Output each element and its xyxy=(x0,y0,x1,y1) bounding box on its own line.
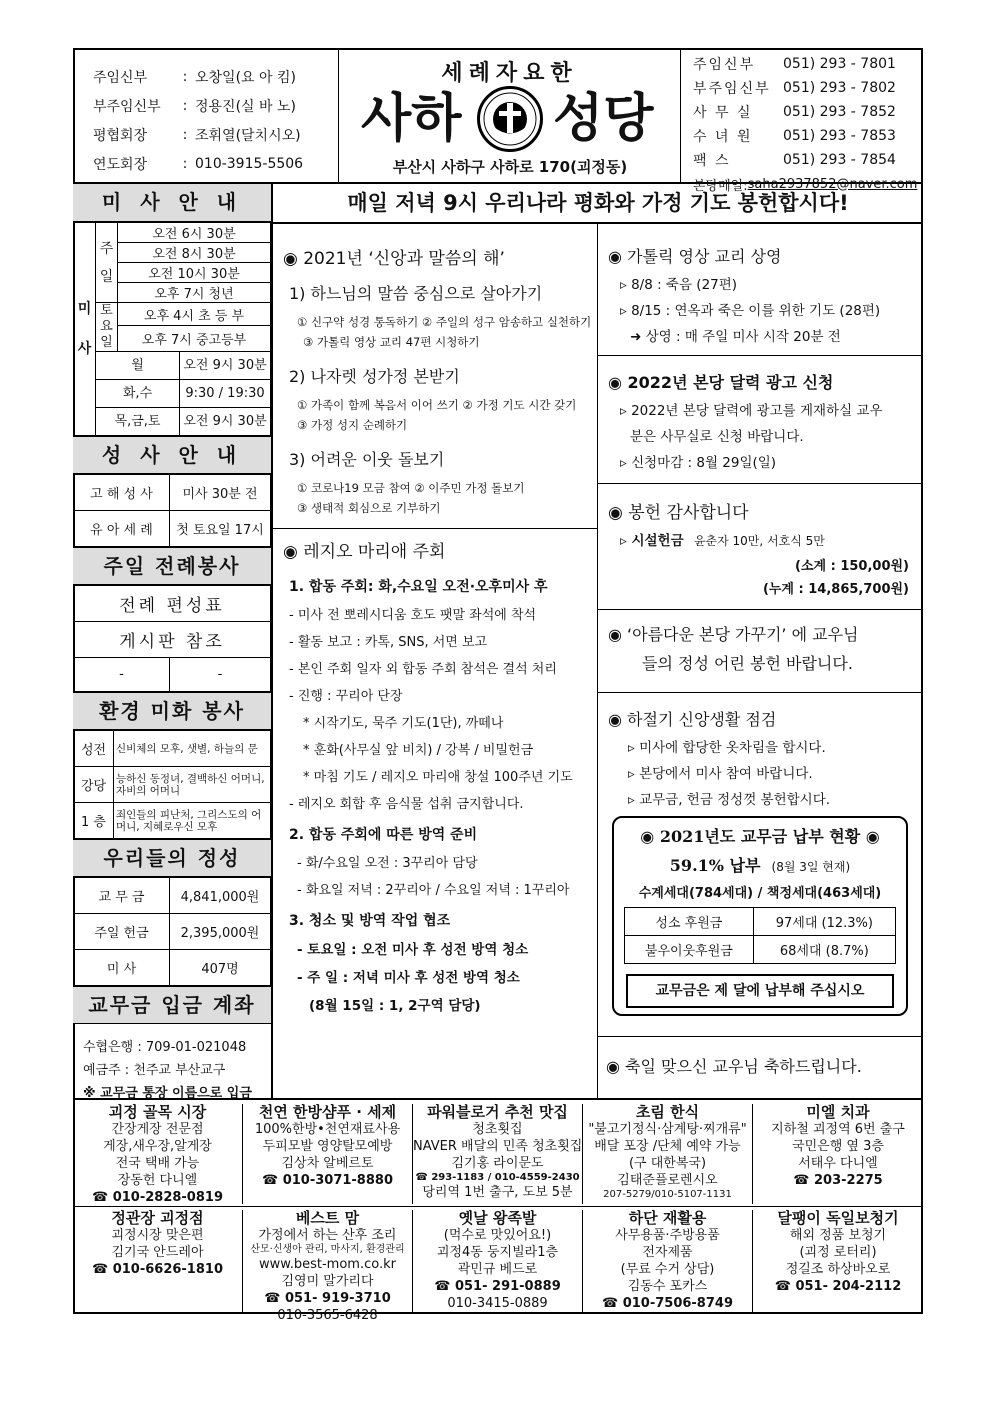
theme-section-3: 3) 어려운 이웃 돌보기 xyxy=(289,450,445,469)
ad-title: 하단 재활용 xyxy=(628,1209,707,1227)
env-title: 환경 미화 봉사 xyxy=(73,692,271,730)
account-note: ※ 교무금 통장 이름으로 입금 xyxy=(83,1086,252,1101)
legio-title: ◉ 레지오 마리애 주회 xyxy=(283,542,446,562)
ad-title: 초림 한식 xyxy=(635,1103,700,1121)
beauty-line-1: ◉ ‘아름다운 본당 가꾸기’ 에 교우님 xyxy=(608,625,859,644)
staff-name: 오창일(요 아 킴) xyxy=(195,69,296,86)
weekday-thu-sat: 목,금,토 오전 9시 30분 xyxy=(96,408,271,436)
sat-mass-2: 오후 7시 중고등부 xyxy=(118,326,271,352)
church-emblem xyxy=(477,86,543,152)
legio-2-item: - 화/수요일 오전 : 3꾸리아 담당 xyxy=(297,856,478,871)
ad-box xyxy=(73,1104,243,1204)
theme-3-item-2: ③ 생태적 회심으로 기부하기 xyxy=(297,501,441,515)
env-table xyxy=(73,730,271,839)
staff-role: 부주임신부 xyxy=(93,98,161,115)
ad-line: ☎ 051- 291-0889 xyxy=(434,1279,561,1294)
header-contacts xyxy=(681,48,921,194)
ad-line: 김상차 알베르토 xyxy=(281,1156,374,1171)
church-patron: 세례자요한 xyxy=(441,61,578,86)
ad-line: 간장게장 전문점 xyxy=(111,1122,204,1137)
offering-val-1: 4,841,000원 xyxy=(170,878,271,914)
liturgy-title: 주일 전례봉사 xyxy=(73,547,271,585)
ad-line: 김태준플로렌시오 xyxy=(617,1173,718,1188)
thanks-subtotal: (소계 : 150,00원) xyxy=(795,559,909,574)
account-holder: 예금주 : 천주교 부산교구 xyxy=(83,1063,226,1078)
legio-section-1: 1. 합동 주회: 화,수요일 오전·오후미사 후 xyxy=(289,579,548,595)
sun-mass-4: 오후 7시 청년 xyxy=(118,283,271,303)
liturgy-row-1: 전례 편성표 xyxy=(74,586,271,622)
thanks-detail: 윤춘자 10만, 서호식 5만 xyxy=(693,534,825,548)
sacrament-val-2: 첫 토요일 17시 xyxy=(170,511,271,547)
ad-line: 가정에서 하는 산후 조리 xyxy=(258,1228,397,1243)
vocation-val: 97세대 (12.3%) xyxy=(753,908,895,936)
legio-1-item: - 미사 전 뽀레시디움 호도 팻말 좌석에 착석 xyxy=(289,608,537,623)
contact-row xyxy=(693,52,921,76)
ad-line: "불고기정식·삼계탕·찌개류" xyxy=(588,1122,747,1137)
header xyxy=(73,48,923,194)
ad-line: ☎ 010-6626-1810 xyxy=(91,1262,223,1277)
ad-line: ☎ 010-3071-8880 xyxy=(261,1173,393,1188)
ad-line: 010-3415-0889 xyxy=(447,1296,548,1311)
staff-row xyxy=(93,120,338,149)
legio-3-item: - 토요일 : 오전 미사 후 성전 방역 청소 xyxy=(297,942,529,958)
contact-phone: 051) 293 - 7852 xyxy=(783,104,896,120)
weekday-tue-wed: 화,수 9:30 / 19:30 xyxy=(96,380,271,408)
ad-line: 김동수 포카스 xyxy=(627,1279,708,1294)
contact-row xyxy=(693,76,921,100)
theme-1-item-2: ③ 가톨릭 영상 교리 47편 시청하기 xyxy=(303,335,480,349)
legio-1-item: * 마침 기도 / 레지오 마리애 창설 100주년 기도 xyxy=(303,770,573,785)
tithe-date: (8월 3일 현재) xyxy=(771,860,851,874)
liturgy-dash-2: - xyxy=(170,658,271,692)
header-staff xyxy=(73,48,339,182)
legio-section-2: 2. 합동 주회에 따른 방역 준비 xyxy=(289,827,478,843)
calendar-item-2: 분은 사무실로 신청 바랍니다. xyxy=(630,429,804,445)
ad-box xyxy=(73,1210,243,1314)
contact-phone: 051) 293 - 7801 xyxy=(783,56,896,72)
ad-line: 전자제품 xyxy=(642,1245,693,1260)
theme-1-item-1: ① 신구약 성경 통독하기 ② 주일의 성구 암송하고 실천하기 xyxy=(297,315,592,329)
contact-phone: 051) 293 - 7802 xyxy=(783,80,896,96)
ad-title: 파워블로거 추천 맛집 xyxy=(427,1103,568,1121)
theme-section-2: 2) 나자렛 성가정 본받기 xyxy=(289,367,460,386)
legio-1-item: * 훈화(사무실 앞 비치) / 강복 / 비밀헌금 xyxy=(303,743,534,758)
legio-1-item: - 활동 보고 : 카톡, SNS, 서면 보고 xyxy=(289,635,488,650)
summer-item-2: ▹ 본당에서 미사 참여 바랍니다. xyxy=(628,766,813,782)
account-title: 교무금 입금 계좌 xyxy=(73,986,271,1024)
staff-role: 연도회장 xyxy=(93,156,148,173)
video-item-2: ▹ 8/15 : 연옥과 죽은 이를 위한 기도 (28편) xyxy=(620,303,881,319)
ad-line: 배달 포장 /단체 예약 가능 xyxy=(594,1139,741,1154)
contact-label: 사 무 실 xyxy=(693,105,753,121)
contact-row xyxy=(693,124,921,148)
ad-title: 미엘 치과 xyxy=(806,1103,870,1121)
sacrament-key-1: 고 해 성 사 xyxy=(74,475,170,511)
staff-name: 조휘열(달치시오) xyxy=(195,127,301,144)
ad-box xyxy=(413,1210,583,1314)
feast-line: ◉ 축일 맞으신 교우님 축하드립니다. xyxy=(606,1057,862,1076)
thanks-row xyxy=(620,529,917,549)
ad-line: ☎ 010-7506-8749 xyxy=(601,1296,733,1311)
sunday-label: 주일 xyxy=(96,223,118,303)
ad-box xyxy=(753,1104,923,1204)
tithe-table xyxy=(624,907,896,964)
ad-line: 당리역 1번 출구, 도보 5분 xyxy=(422,1185,573,1200)
account-bank: 수협은행 : 709-01-021048 xyxy=(83,1040,247,1055)
ad-line: 사무용품·주방용품 xyxy=(615,1228,720,1243)
tithe-pct: 59.1% 납부 xyxy=(669,856,761,875)
staff-colon: : xyxy=(182,68,188,85)
theme-section-3-items xyxy=(297,478,591,518)
ad-line: NAVER 배달의 민족 청초횟집 xyxy=(413,1139,583,1154)
ad-line: ☎ 203-2275 xyxy=(793,1173,883,1188)
sun-mass-1: 오전 6시 30분 xyxy=(118,223,271,243)
calendar-title: ◉ 2022년 본당 달력 광고 신청 xyxy=(608,373,834,392)
ad-line: (무료 수거 상담) xyxy=(620,1262,715,1277)
ad-line: 두피모발 영양탈모예방 xyxy=(262,1139,393,1154)
ad-line: 해외 정품 보청기 xyxy=(789,1228,887,1243)
legio-1-item: - 본인 주회 일자 외 합동 주회 참석은 결석 처리 xyxy=(289,662,557,677)
tithe-counts: 수계세대(784세대) / 책정세대(463세대) xyxy=(638,886,882,901)
staff-role: 평협회장 xyxy=(93,127,148,144)
contact-phone: 051) 293 - 7853 xyxy=(783,128,896,144)
header-title-block xyxy=(339,48,681,182)
contact-row xyxy=(693,148,921,172)
ad-line: (먹수로 맛있어요!) xyxy=(443,1228,552,1243)
church-name-right: 성당 xyxy=(553,89,654,149)
sacrament-val-1: 미사 30분 전 xyxy=(170,475,271,511)
legio-1-item: * 시작기도, 묵주 기도(1단), 까떼나 xyxy=(303,716,504,731)
ad-title: 천연 한방샴푸 · 세제 xyxy=(258,1103,397,1121)
ad-line: (괴정 로터리) xyxy=(799,1245,877,1260)
ad-line: 괴정4동 둥지빌라1층 xyxy=(436,1245,559,1260)
thanks-total: (누계 : 14,865,700원) xyxy=(762,582,909,597)
ad-box xyxy=(243,1104,413,1204)
ad-line: 청초횟집 xyxy=(472,1122,523,1137)
ads-area xyxy=(73,1098,923,1323)
ad-line: 전국 택배 가능 xyxy=(115,1156,200,1171)
staff-colon: : xyxy=(182,155,188,172)
ad-line: (구 대한복국) xyxy=(628,1156,707,1171)
ad-title: 정관장 괴정점 xyxy=(111,1209,204,1227)
env-key-3: 1 층 xyxy=(74,803,114,839)
tithe-pct-row xyxy=(622,853,898,876)
offering-key-1: 교 무 금 xyxy=(74,878,170,914)
contact-label: 부주임신부 xyxy=(693,81,771,97)
env-val-3: 죄인들의 피난처, 그리스도의 어머니, 지혜로우신 모후 xyxy=(114,803,271,839)
sun-mass-2: 오전 8시 30분 xyxy=(118,243,271,263)
calendar-item-1: ▹ 2022년 본당 달력에 광고를 게재하실 교우 xyxy=(620,403,883,419)
ad-line: ☎ 293-1183 / 010-4559-2430 xyxy=(415,1172,580,1183)
ad-line: ☎ 051- 919-3710 xyxy=(264,1291,391,1306)
sun-mass-3: 오전 10시 30분 xyxy=(118,263,271,283)
cross-emblem-icon xyxy=(480,89,540,149)
ad-line: 207-5279/010-5107-1131 xyxy=(603,1189,732,1200)
offering-key-2: 주일 헌금 xyxy=(74,914,170,950)
contact-label: 주임신부 xyxy=(693,57,756,73)
liturgy-dash-1: - xyxy=(74,658,170,692)
weekday-mon: 월 오전 9시 30분 xyxy=(96,352,271,380)
legio-2-item: - 화요일 저녁 : 2꾸리아 / 수요일 저녁 : 1꾸리아 xyxy=(297,883,570,898)
ad-line: 곽민규 베드로 xyxy=(457,1262,538,1277)
ad-title: 베스트 맘 xyxy=(295,1209,360,1227)
video-title: ◉ 가톨릭 영상 교리 상영 xyxy=(608,247,782,266)
ad-line: 산모·신생아 관리, 마사지, 환경관리 xyxy=(250,1244,405,1255)
ad-line: 100%한방•천연재료사용 xyxy=(254,1122,401,1137)
ad-line: ☎ 051- 204-2112 xyxy=(774,1279,902,1294)
saturday-label: 토요일 xyxy=(96,303,118,352)
prayer-banner: 매일 저녁 9시 우리나라 평화와 가정 기도 봉헌합시다! xyxy=(273,184,923,224)
ad-line: www.best-mom.co.kr xyxy=(259,1257,396,1272)
ad-line: 정길조 하상바오로 xyxy=(785,1262,891,1277)
ad-line: 김기홍 라이문도 xyxy=(451,1156,544,1171)
staff-row xyxy=(93,62,338,91)
legio-1-item: - 레지오 회합 후 음식물 섭취 금지합니다. xyxy=(289,797,524,812)
ad-line: 김영미 말가리다 xyxy=(281,1274,374,1289)
staff-row xyxy=(93,149,338,178)
contact-row xyxy=(693,100,921,124)
video-item-3: ➜ 상영 : 매 주일 미사 시작 20분 전 xyxy=(630,329,841,345)
contact-label: 팩 스 xyxy=(693,153,731,169)
summer-item-1: ▹ 미사에 합당한 옷차림을 합시다. xyxy=(628,740,826,756)
email-link[interactable]: saha2937852@naver.com xyxy=(747,176,918,192)
theme-2-item-1: ① 가족이 함께 복음서 이어 쓰기 ② 가정 기도 시간 갖기 xyxy=(297,398,577,412)
sidebar xyxy=(73,184,273,1101)
ad-box xyxy=(583,1104,753,1204)
contact-label: 수 녀 원 xyxy=(693,129,753,145)
ad-line: 지하철 괴정역 6번 출구 xyxy=(771,1122,905,1137)
video-item-1: ▹ 8/8 : 죽음 (27편) xyxy=(620,277,738,293)
tithe-box-title: ◉ 2021년도 교무금 납부 현황 ◉ xyxy=(640,827,880,846)
ad-line: 서태우 다니엘 xyxy=(798,1156,878,1171)
ad-line: 괴정시장 맞은편 xyxy=(111,1228,204,1243)
tithe-note: 교무금은 제 달에 납부해 주십시오 xyxy=(626,974,894,1008)
mass-title: 미 사 안 내 xyxy=(73,184,271,222)
year-theme-title: ◉ 2021년 ‘신앙과 말씀의 해’ xyxy=(283,249,505,269)
staff-role: 주임신부 xyxy=(93,69,148,86)
env-val-1: 신비체의 모후, 샛별, 하늘의 문 xyxy=(114,731,271,767)
sat-mass-1: 오후 4시 초 등 부 xyxy=(118,303,271,326)
calendar-item-3: ▹ 신청마감 : 8월 29일(일) xyxy=(620,455,777,471)
summer-item-3: ▹ 교무금, 헌금 정성껏 봉헌합시다. xyxy=(628,792,831,808)
sacrament-title: 성 사 안 내 xyxy=(73,436,271,474)
theme-section-1: 1) 하느님의 말씀 중심으로 살아가기 xyxy=(289,284,543,303)
offering-val-3: 407명 xyxy=(170,950,271,986)
right-divider xyxy=(598,1036,923,1037)
theme-section-1-items xyxy=(297,312,591,352)
account-info xyxy=(73,1024,271,1105)
contact-phone: 051) 293 - 7854 xyxy=(783,152,896,168)
liturgy-row-2: 게시판 참조 xyxy=(74,622,271,658)
ad-line: 게장,새우장,알게장 xyxy=(103,1139,212,1154)
theme-section-2-items xyxy=(297,395,591,435)
summer-title: ◉ 하절기 신앙생활 점검 xyxy=(608,710,777,729)
mass-label: 미사 xyxy=(74,223,96,436)
offering-table xyxy=(73,877,271,986)
ad-line: 김기국 안드레아 xyxy=(111,1245,204,1260)
theme-3-item-1: ① 코로나19 모금 참여 ② 이주민 가정 돌보기 xyxy=(297,481,525,495)
charity-val: 68세대 (8.7%) xyxy=(753,936,895,964)
legio-1-item: - 진행 : 꾸리아 단장 xyxy=(289,689,403,704)
ad-box xyxy=(583,1210,753,1314)
env-key-1: 성전 xyxy=(74,731,114,767)
staff-colon: : xyxy=(182,126,188,143)
env-val-2: 능하신 동정녀, 결백하신 어머니, 자비의 어머니 xyxy=(114,767,271,803)
ad-line: ☎ 010-2828-0819 xyxy=(91,1190,223,1205)
sacrament-table xyxy=(73,474,271,547)
email-label: 본당메일: xyxy=(693,178,748,194)
ad-box xyxy=(413,1104,583,1204)
staff-name: 정용진(실 바 노) xyxy=(195,98,296,115)
ad-title: 옛날 왕족발 xyxy=(458,1209,537,1227)
env-key-2: 강당 xyxy=(74,767,114,803)
middle-column xyxy=(273,224,598,1098)
vocation-label: 성소 후원금 xyxy=(625,908,754,936)
charity-label: 불우이웃후원금 xyxy=(625,936,754,964)
legio-section-3: 3. 청소 및 방역 작업 협조 xyxy=(289,913,451,929)
offering-key-3: 미 사 xyxy=(74,950,170,986)
offering-val-2: 2,395,000원 xyxy=(170,914,271,950)
theme-2-item-2: ③ 가정 성지 순례하기 xyxy=(297,418,408,432)
ad-title: 달팽이 독일보청기 xyxy=(777,1209,899,1227)
legio-3-item: - 주 일 : 저녁 미사 후 성전 방역 청소 xyxy=(297,970,520,986)
offering-title: 우리들의 정성 xyxy=(73,839,271,877)
legio-3-item: (8월 15일 : 1, 2구역 담당) xyxy=(309,998,481,1014)
church-name-left: 사하 xyxy=(361,89,462,149)
mass-table xyxy=(73,222,271,436)
ad-line: 장동헌 다니엘 xyxy=(117,1173,198,1188)
ad-line: 010-3565-6428 xyxy=(277,1308,378,1323)
sacrament-key-2: 유 아 세 례 xyxy=(74,511,170,547)
church-address: 부산시 사하구 사하로 170(괴정동) xyxy=(392,158,628,176)
liturgy-table xyxy=(73,585,271,692)
tithe-status-box xyxy=(612,816,908,1016)
ad-line: 국민은행 옆 3층 xyxy=(792,1139,884,1154)
ads-row-divider xyxy=(73,1206,923,1207)
thanks-label: ▹ 시설헌금 xyxy=(620,533,684,549)
staff-name: 010-3915-5506 xyxy=(195,155,304,172)
staff-colon: : xyxy=(182,97,188,114)
staff-row xyxy=(93,91,338,120)
beauty-line-2: 들의 정성 어린 봉헌 바랍니다. xyxy=(642,654,853,673)
ad-box xyxy=(753,1210,923,1314)
ad-title: 괴정 골목 시장 xyxy=(108,1103,207,1121)
thanks-title: ◉ 봉헌 감사합니다 xyxy=(608,503,749,523)
ad-box xyxy=(243,1209,413,1323)
